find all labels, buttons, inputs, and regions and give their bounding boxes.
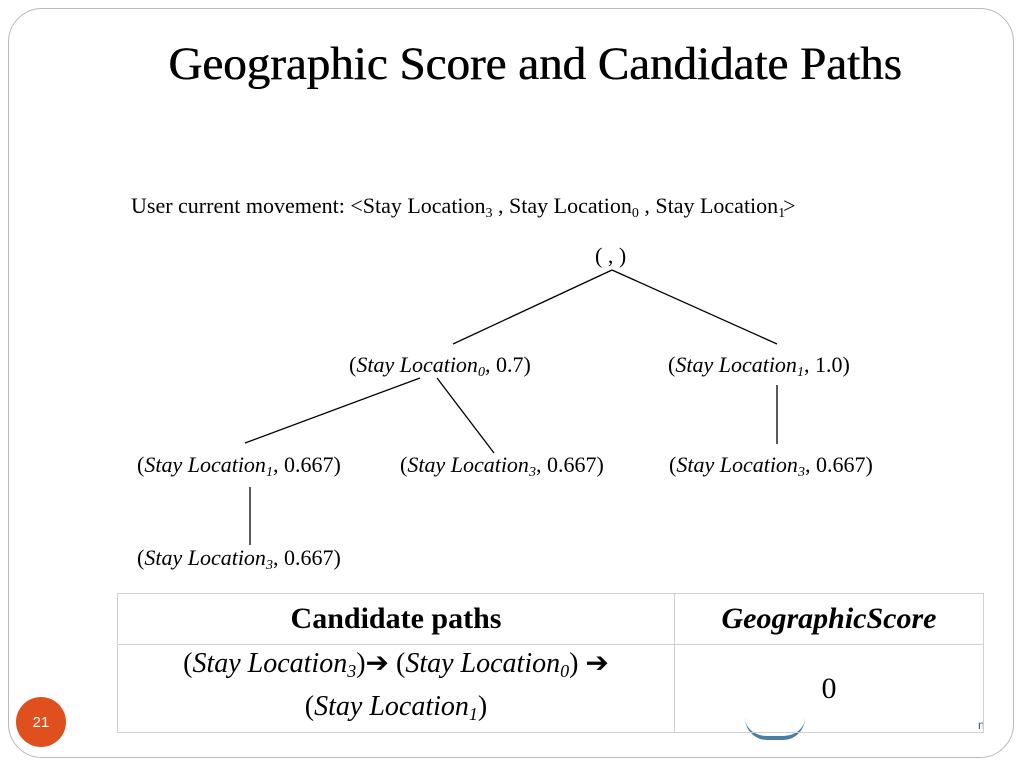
header-candidate-paths: Candidate paths (118, 594, 675, 645)
slide-title: Geographic Score and Candidate Paths (168, 38, 902, 90)
movement-item: Stay Location$_0$ (509, 193, 639, 221)
tree-node: (Stay Location$_1$, 1.0) (668, 352, 850, 380)
movement-suffix: > (783, 193, 796, 218)
tree-node: (Stay Location$_1$, 0.667) (137, 452, 341, 480)
tree-root: ( , ) (595, 243, 627, 268)
table-row (118, 645, 984, 733)
arrow-icon: ➔ (585, 647, 609, 679)
geographic-score-cell: 0 (675, 645, 984, 733)
header-geographic-score: GeographicScore (675, 594, 984, 645)
page-number-badge: 21 (16, 697, 66, 747)
candidate-path-cell: (Stay Location$_3$)➔ (Stay Location$_0$) ➔ (Stay Location$_1$) (118, 645, 675, 733)
edge-root-right (612, 270, 777, 344)
movement-prefix: User current movement: < (131, 193, 363, 218)
score-table (117, 593, 984, 733)
edge-left-right (437, 378, 494, 453)
edge-left-left (245, 378, 420, 443)
logo-text: n (978, 718, 985, 732)
user-movement-text: User current movement: <Stay Location$_3$ , Stay Location$_0$ , Stay Location$_1$> (131, 193, 796, 221)
tree-node: (Stay Location$_3$, 0.667) (400, 452, 604, 480)
tree-node: (Stay Location$_3$, 0.667) (669, 452, 873, 480)
table-header-row (118, 594, 984, 645)
edge-root-left (453, 270, 612, 344)
tree-node: (Stay Location$_0$, 0.7) (349, 352, 531, 380)
movement-item: Stay Location$_1$ (655, 193, 786, 221)
tree-node: (Stay Location$_3$, 0.667) (137, 545, 341, 573)
movement-item: Stay Location$_3$ (362, 193, 493, 221)
arrow-icon: ➔ (365, 647, 389, 679)
